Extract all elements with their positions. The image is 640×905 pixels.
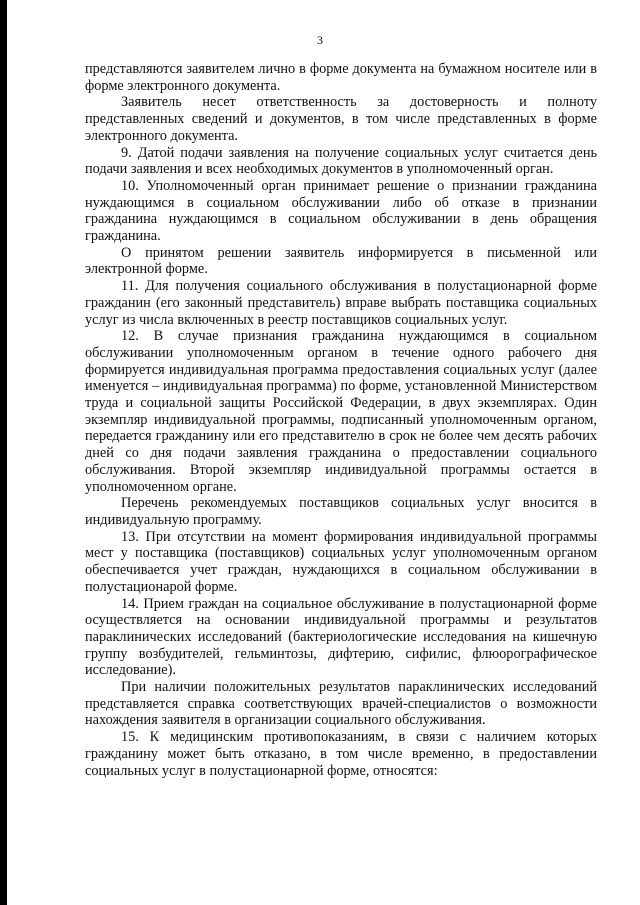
paragraph: Перечень рекомендуемых поставщиков социальных услуг вносится в индивидуальную программу. — [85, 495, 597, 528]
document-body — [85, 61, 597, 779]
scan-left-edge — [0, 0, 7, 905]
paragraph: 9. Датой подачи заявления на получение социальных услуг считается день подачи заявления и всех необходимых документов в уполномоченный орган. — [85, 144, 597, 178]
paragraph: представляются заявителем лично в форме документа на бумажном носителе или в форме электронного документа. — [85, 61, 597, 94]
paragraph: 14. Прием граждан на социальное обслуживание в полустационарной форме осуществляется на основании индивидуальной программы и результатов параклинических исследований (бактериологические исследования на кишечную группу возбудителей, гельминтозы, дифтерию, сифилис, флюорографическое исследование). — [85, 595, 597, 679]
paragraph: О принятом решении заявитель информируется в письменной или электронной форме. — [85, 244, 597, 278]
paragraph: Заявитель несет ответственность за достоверность и полноту представленных сведений и документов, в том числе представленных в форме электронного документа. — [85, 94, 597, 144]
page-number: 3 — [317, 33, 323, 47]
paragraph: 12. В случае признания гражданина нуждающимся в социальном обслуживании уполномоченным органом в течение одного рабочего дня формируется индивидуальная программа предоставления социальных услуг (далее именуется – индивидуальная программа) по форме, установленной Министерством труда и социальной защиты Российской Федерации, в двух экземплярах. Один экземпляр индивидуальной программы, подписанный уполномоченным органом, передается гражданину или его представителю в срок не более чем десять рабочих дней со дня подачи заявления гражданина о предоставлении социального обслуживания. Второй экземпляр индивидуальной программы остается в уполномоченном органе. — [85, 328, 597, 495]
paragraph: 13. При отсутствии на момент формирования индивидуальной программы мест у поставщика (поставщиков) социальных услуг уполномоченным органом обеспечивается учет граждан, нуждающихся в социальном обслуживании в полустационарой форме. — [85, 528, 597, 595]
paragraph: 10. Уполномоченный орган принимает решение о признании гражданина нуждающимся в социальном обслуживании либо об отказе в признании гражданина нуждающимся в социальном обслуживании в день обращения гражданина. — [85, 177, 597, 245]
paragraph: При наличии положительных результатов параклинических исследований представляется справка соответствующих врачей-специалистов о возможности нахождения заявителя в организации социального обслуживания. — [85, 679, 597, 729]
paragraph: 11. Для получения социального обслуживания в полустационарной форме гражданин (его законный представитель) вправе выбрать поставщика социальных услуг из числа включенных в реестр поставщиков социальных услуг. — [85, 278, 597, 328]
paragraph: 15. К медицинским противопоказаниям, в связи с наличием которых гражданину может быть отказано, в том числе временно, в предоставлении социальных услуг в полустационарной форме, относятся: — [85, 729, 597, 779]
